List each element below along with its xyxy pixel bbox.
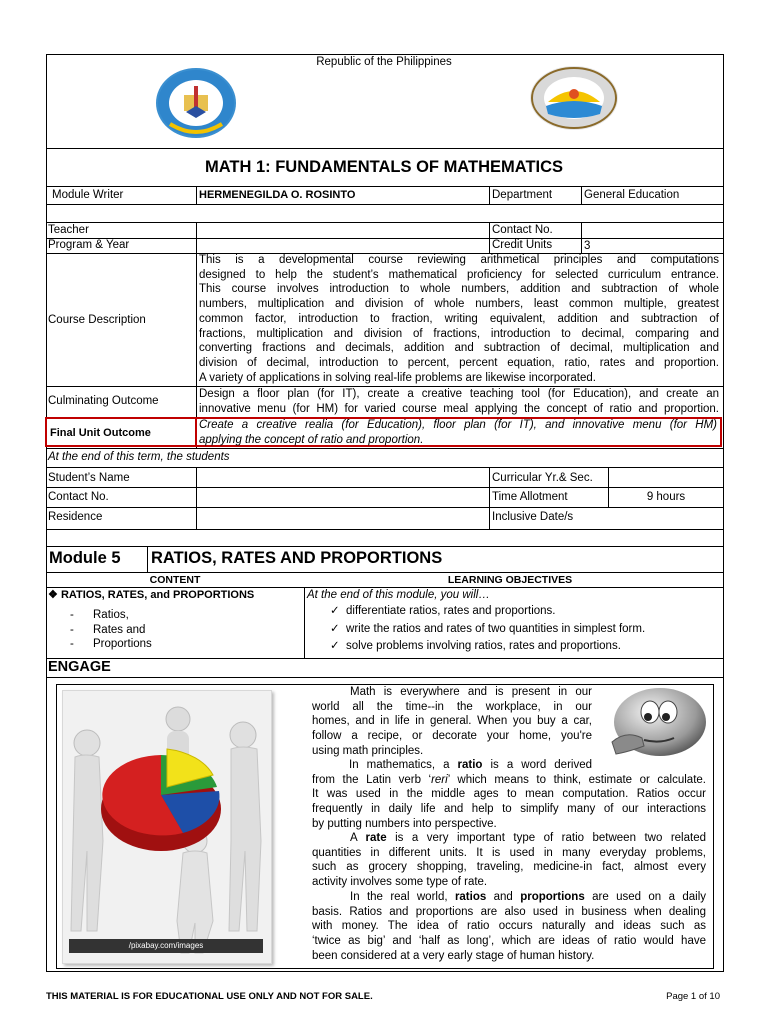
course-desc-line: common factor, introduction to fraction, writing equivalent, addition and subtraction of: [199, 312, 719, 325]
content-header: CONTENT: [149, 574, 201, 586]
department-value: General Education: [584, 189, 680, 201]
final-outcome-label: Final Unit Outcome: [50, 427, 151, 439]
rule: [46, 222, 724, 223]
program-label: Program & Year: [48, 239, 130, 251]
engage-paragraph-4: [312, 890, 706, 964]
course-desc-line: A variety of applications in solving real-life problems are likewise incorporated.: [199, 371, 596, 384]
engage-heading: ENGAGE: [48, 659, 111, 675]
content-item: - Ratios,: [70, 609, 129, 621]
module-writer-value: HERMENEGILDA O. ROSINTO: [199, 189, 356, 201]
image-credit: /pixabay.com/images: [69, 939, 263, 953]
culminating-label: Culminating Outcome: [48, 395, 159, 407]
objective-item: [330, 639, 621, 653]
engage-line: world all the time--in the workplace, in our: [312, 700, 592, 713]
rule: [304, 587, 305, 659]
pie-people-illustration: [63, 691, 271, 963]
engage-line: Math is everywhere and is present in our: [350, 686, 592, 698]
rule: [147, 546, 148, 572]
credit-value: 3: [584, 240, 591, 252]
engage-line: ‘twice as big’ and ‘half as long’, which are ideas of ratio would have: [312, 935, 706, 948]
engage-paragraph-2: [312, 758, 706, 832]
engage-paragraph-1: [312, 685, 592, 759]
engage-line: homes, and in life in general. When you buy a car,: [312, 715, 592, 728]
rule: [489, 467, 490, 530]
footer-notice: THIS MATERIAL IS FOR EDUCATIONAL USE ONLY AND NOT FOR SALE.: [46, 991, 373, 1002]
time-allotment-value: 9 hours: [646, 491, 686, 503]
objective-item: [330, 622, 645, 636]
time-allotment-label: Time Allotment: [492, 491, 568, 503]
checkmark-icon: ✓: [330, 640, 340, 652]
page-number: Page 1 of 10: [666, 991, 720, 1002]
course-desc-line: numbers, multiplication and division of whole numbers, least common multiple, greatest: [199, 298, 719, 311]
republic-text: Republic of the Philippines: [316, 56, 452, 68]
page-title: MATH 1: FUNDAMENTALS OF MATHEMATICS: [204, 158, 564, 176]
rule: [196, 238, 724, 239]
culminating-line: Design a floor plan (for IT), create a creative teaching tool (for Education), and create an: [199, 388, 719, 400]
engage-line: such as grocery shopping, traveling, medicine-in fact, almost every: [312, 861, 706, 874]
course-desc-line: converting fractions and decimals, addition and subtraction of decimal, multiplication and: [199, 342, 719, 355]
rule: [46, 448, 724, 449]
course-desc-line: designed to help the student’s mathematical proficiency for selected curriculum entrance.: [199, 268, 719, 281]
objective-item: [330, 604, 556, 618]
diamond-bullet-icon: ❖: [48, 589, 58, 601]
residence-label: Residence: [48, 511, 103, 523]
engage-line: been considered at a very early stage of human history.: [312, 949, 595, 962]
engage-line: follow a recipe, or decorate your home, you're: [312, 730, 592, 743]
objectives-header: LEARNING OBJECTIVES: [447, 574, 573, 586]
content-item-text: Proportions: [93, 638, 152, 650]
objective-text: solve problems involving ratios, rates and proportions.: [346, 640, 621, 652]
course-description: [199, 253, 719, 385]
inclusive-label: Inclusive Date/s: [492, 511, 574, 523]
checkmark-icon: ✓: [330, 623, 340, 635]
engage-paragraph-3: [312, 831, 706, 890]
module-title: RATIOS, RATES AND PROPORTIONS: [151, 549, 443, 567]
objective-text: write the ratios and rates of two quantities in simplest form.: [346, 623, 646, 635]
rule: [46, 204, 724, 205]
rule: [46, 467, 724, 468]
engage-line: In the real world, ratios and proportions are used on a daily: [350, 891, 707, 903]
rule: [46, 677, 724, 678]
curricular-label: Curricular Yr.& Sec.: [492, 472, 593, 484]
engage-line: using math principles.: [312, 744, 424, 757]
module-writer-label: Module Writer: [52, 189, 124, 201]
content-item-text: Ratios,: [93, 609, 129, 621]
content-item: - Rates and: [70, 624, 146, 636]
rule: [196, 186, 197, 204]
end-of-term-text: At the end of this term, the students: [48, 451, 230, 463]
department-label: Department: [492, 189, 553, 201]
thinking-emoji-graphic: [598, 682, 710, 768]
course-desc-line: fractions, multiplication and division of fractions, introduction to decimal, comparing and: [199, 327, 719, 340]
rule: [581, 186, 582, 204]
content-title: [48, 588, 254, 602]
culminating-text: [199, 387, 719, 416]
content-item: - Proportions: [70, 638, 152, 650]
objectives-intro: At the end of this module, you will…: [307, 589, 490, 601]
module-number: Module 5: [49, 549, 121, 567]
course-desc-line: This is a developmental course reviewing arithmetical principles and computations: [199, 254, 719, 266]
engage-line: In mathematics, a ratio is a word derived: [349, 759, 592, 771]
final-line: Create a creative realia (for Education), floor plan (for IT), and innovative menu (for HM): [199, 419, 717, 431]
rule: [46, 148, 724, 149]
rule: [195, 417, 197, 447]
engage-line: It was used in the middle ages to mean computation. Ratios occur: [312, 788, 706, 801]
rule: [489, 186, 490, 204]
checkmark-icon: ✓: [330, 605, 340, 617]
rule: [196, 467, 197, 530]
content-item-text: Rates and: [93, 624, 146, 636]
credit-label: Credit Units: [492, 239, 553, 251]
engage-line: frequently in daily life and help to simplify many of our interactions: [312, 803, 706, 816]
course-desc-line: This course involves introduction to whole numbers, addition and subtraction of whole: [199, 283, 719, 296]
objective-text: differentiate ratios, rates and proportions.: [346, 605, 556, 617]
final-outcome-text: [199, 418, 717, 447]
city-seal-graphic: [530, 66, 618, 130]
course-desc-label: Course Description: [48, 314, 146, 326]
course-desc-line: division of decimal, introduction to percent, percent equation, ratio, rates and proportion.: [199, 356, 719, 369]
culminating-line: innovative menu (for HM) for varied course meal applying the concept of ratio and proportion.: [199, 402, 719, 415]
engage-line: with money. The idea of ratio occurs naturally and ideas such as: [312, 920, 706, 933]
rule: [46, 507, 724, 508]
final-line: applying the concept of ratio and proportion.: [199, 433, 424, 446]
engage-line: quantities in different units. It is used in many everyday problems,: [312, 846, 706, 859]
contact2-label: Contact No.: [48, 491, 109, 503]
engage-line: from the Latin verb ‘reri’ which means to think, estimate or calculate.: [312, 773, 706, 786]
city-seal: [530, 66, 618, 130]
student-name-label: Student’s Name: [48, 472, 130, 484]
engage-line: activity involves some type of rate.: [312, 876, 488, 889]
rule: [46, 487, 724, 488]
college-logo: [156, 68, 236, 138]
pie-people-image: [62, 690, 272, 964]
rule: [196, 222, 197, 448]
engage-line: A rate is a very important type of ratio between two related: [350, 832, 706, 844]
engage-line: basis. Ratios and proportions are also used in business when dealing: [312, 905, 706, 918]
college-logo-graphic: [156, 68, 236, 138]
content-title-text: RATIOS, RATES, and PROPORTIONS: [60, 589, 255, 601]
engage-line: by putting numbers into perspective.: [312, 817, 497, 830]
teacher-label: Teacher: [48, 224, 89, 236]
thinking-emoji-image: [598, 682, 710, 768]
contact-label: Contact No.: [492, 224, 553, 236]
